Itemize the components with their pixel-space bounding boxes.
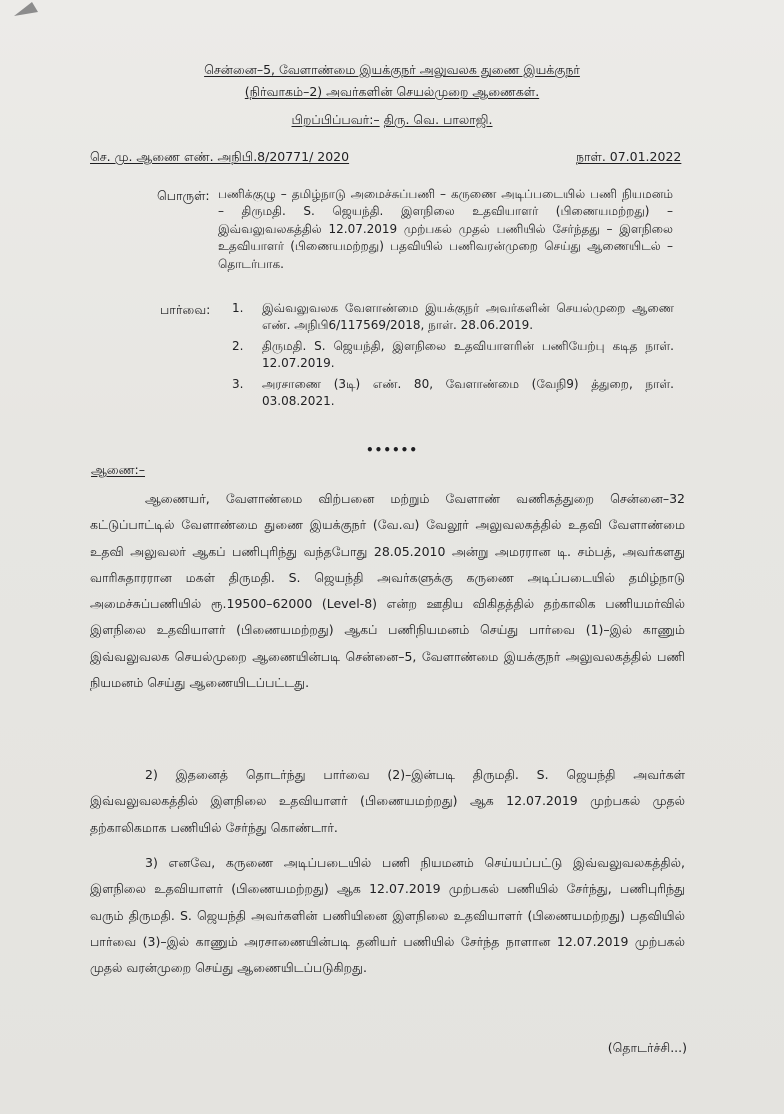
section-separator: •••••• (365, 443, 419, 457)
issuer-label: பிறப்பிப்பவர்:– (291, 112, 380, 127)
reference-text: இவ்வலுவலக வேளாண்மை இயக்குநர் அவர்களின் செயல்முறை ஆணை எண். அநிபி6/117569/2018, நாள். 28.06.2019. (262, 301, 674, 333)
issuer-name: திரு. வெ. பாலாஜி. (383, 112, 493, 127)
reference-item (232, 376, 674, 411)
reference-item (232, 300, 674, 335)
continued-marker: (தொடர்ச்சி...) (607, 1040, 687, 1055)
reference-number: 2. (232, 338, 244, 353)
order-date: நாள். 07.01.2022 (576, 149, 682, 164)
paragraph-2: 2) இதனைத் தொடர்ந்து பார்வை (2)–இன்படி திருமதி. S. ஜெயந்தி அவர்கள் இவ்வலுவலகத்தில் இளநிலை உதவியாளர் (பிணையமற்றது) ஆக 12.07.2019 முற்பகல் முதல் தற்காலிகமாக பணியில் சேர்ந்து கொண்டார். (90, 767, 685, 835)
reference-text: அரசாணை (3டி) எண். 80, வேளாண்மை (வேநி9) த்துறை, நாள். 03.08.2021. (262, 376, 674, 409)
references-label: பார்வை: (160, 302, 211, 317)
reference-text: திருமதி. S. ஜெயந்தி, இளநிலை உதவியாளரின் பணியேற்பு கடித நாள். 12.07.2019. (262, 338, 674, 371)
paragraph-1: ஆணையர், வேளாண்மை விற்பனை மற்றும் வேளாண் வணிகத்துறை சென்னை–32 கட்டுப்பாட்டில் வேளாண்மை துணை இயக்குநர் (வே.வ) வேலூர் அலுவலகத்தில் உதவி வேளாண்மை உதவி அலுவலர் ஆகப் பணிபுரிந்து வந்தபோது 28.05.2010 அன்று அமரரான டி. சம்பத், அவர்களது வாரிசுதாரரான மகள் திருமதி. S. ஜெயந்தி அவர்களுக்கு கருணை அடிப்படையில் தமிழ்நாடு அமைச்சுப்பணியில் ரூ.19500–62000 (Level-8) என்ற ஊதிய விகிதத்தில் தற்காலிக பணியமர்வில் இளநிலை உதவியாளர் (பிணையமற்றது) ஆகப் பணிநியமனம் செய்து பார்வை (1)–இல் காணும் இவ்வலுவலக செயல்முறை ஆணையின்படி சென்னை–5, வேளாண்மை இயக்குநர் அலுவலகத்தில் பணி நியமனம் செய்து ஆணையிடப்பட்டது. (90, 491, 685, 691)
reference-number: 3. (232, 376, 244, 391)
subject-text: பணிக்குழு – தமிழ்நாடு அமைச்சுப்பணி – கருணை அடிப்படையில் பணி நியமனம் – திருமதி. S. ஜெயந்தி. இளநிலை உதவியாளர் (பிணையமற்றது) – இவ்வலுவலகத்தில் 12.07.2019 முற்பகல் முதல் பணியில் சேர்ந்தது – இளநிலை உதவியாளர் (பிணையமற்றது) பதவியில் பணிவரன்முறை செய்து ஆணையிடல் – தொடர்பாக. (218, 187, 673, 271)
order-number: செ. மு. ஆணை எண். அநிபி.8/20771/ 2020 (90, 149, 350, 164)
paragraph-3: 3) எனவே, கருணை அடிப்படையில் பணி நியமனம் செய்யப்பட்டு இவ்வலுவலகத்தில், இளநிலை உதவியாளர் (பிணையமற்றது) ஆக 12.07.2019 முற்பகல் பணியில் சேர்ந்து, பணிபுரிந்து வரும் திருமதி. S. ஜெயந்தி அவர்களின் பணியினை இளநிலை உதவியாளர் (பிணையமற்றது) பதவியில் பார்வை (3)–இல் காணும் அரசாணையின்படி தனியர் பணியில் சேர்ந்த நாளான 12.07.2019 முற்பகல் முதல் வரன்முறை செய்து ஆணையிடப்படுகிறது. (90, 855, 685, 976)
issuer-line (0, 112, 784, 128)
references-list (232, 300, 674, 413)
subject-label: பொருள்: (157, 188, 210, 203)
header-line-2: (நிர்வாகம்–2) அவர்களின் செயல்முறை ஆணைகள். (244, 84, 540, 99)
page-corner-mark (8, 0, 48, 18)
header-line-1: சென்னை–5, வேளாண்மை இயக்குநர் அலுவலக துணை இயக்குநர் (204, 62, 580, 77)
order-label: ஆணை:– (91, 462, 146, 477)
reference-number: 1. (232, 301, 244, 315)
reference-item (232, 338, 674, 373)
